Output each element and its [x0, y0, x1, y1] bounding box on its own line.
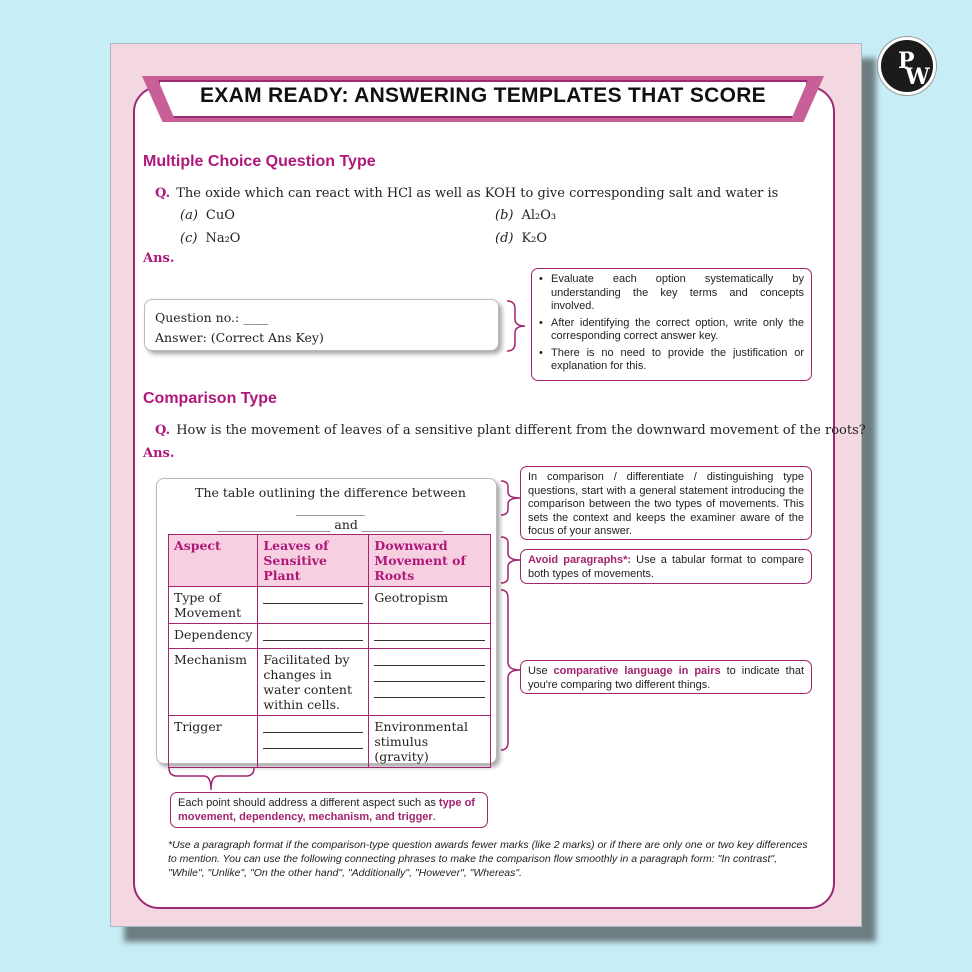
- table-cell: Dependency: [169, 624, 258, 649]
- mcq-tip-item: • There is no need to provide the justification or explanation for this.: [539, 347, 804, 374]
- comparative-language-text: [528, 665, 804, 692]
- mcq-option-c: [180, 231, 240, 246]
- table-cell: Trigger: [169, 716, 258, 768]
- aspect-note: [170, 792, 488, 828]
- table-cell: Environmental stimulus (gravity): [369, 716, 491, 768]
- note-text: .: [432, 810, 436, 823]
- comparative-language-note: [520, 660, 812, 694]
- mcq-option-d: [495, 231, 547, 246]
- option-text: K₂O: [521, 231, 548, 246]
- table-row: [169, 649, 491, 716]
- aspect-note-text: [178, 797, 480, 824]
- mcq-option-a: [180, 208, 235, 223]
- template-question-line: Question no.: ____: [155, 310, 269, 325]
- note-text: Use a tabular format to compare both types of movements.: [528, 554, 804, 580]
- option-text: Al₂O₃: [521, 208, 557, 223]
- option-text: CuO: [205, 208, 235, 223]
- note-highlight: Avoid paragraphs*:: [528, 554, 632, 566]
- mcq-question: [155, 186, 778, 201]
- note-highlight: comparative language in pairs: [553, 665, 721, 677]
- answer-blank: [263, 721, 363, 733]
- table-row: [169, 716, 491, 768]
- comparison-question-label: Q.: [155, 423, 171, 438]
- avoid-paragraphs-text: [528, 554, 804, 581]
- mcq-heading: Multiple Choice Question Type: [143, 153, 376, 170]
- template-answer-line: Answer: (Correct Ans Key): [155, 330, 324, 345]
- header-cell: Downward Movement of Roots: [369, 535, 491, 587]
- note-text: Each point should address a different aspect such as: [178, 797, 439, 809]
- note-text: to indicate that you're comparing two different things.: [528, 665, 804, 691]
- answer-blank: [263, 737, 363, 749]
- intro-note-text: In comparison / differentiate / distinguishing type questions, start with a general statement introducing the comparison between the two types of movements. This sets the context and keeps the examiner aware of the focus of your answer.: [528, 471, 804, 537]
- header-cell: Aspect: [169, 535, 258, 587]
- answer-blank: [263, 592, 363, 604]
- mcq-brace: [503, 299, 533, 353]
- option-letter: (a): [180, 208, 198, 223]
- table-cell: Type of Movement: [169, 587, 258, 624]
- table-cell: [258, 624, 369, 649]
- table-cell: [258, 716, 369, 768]
- pw-logo: [878, 37, 936, 95]
- table-cell: [258, 587, 369, 624]
- table-cell: Mechanism: [169, 649, 258, 716]
- option-text: Na₂O: [205, 231, 241, 246]
- comparison-question-text: How is the movement of leaves of a sensitive plant different from the downward movement of the roots?: [176, 423, 866, 438]
- intro-line: __________________ and _____________: [217, 517, 444, 532]
- intro-line: The table outlining the difference between ___________: [195, 485, 466, 516]
- table-header-row: [169, 535, 491, 587]
- comparison-heading: Comparison Type: [143, 390, 277, 407]
- option-letter: (b): [495, 208, 514, 223]
- mcq-question-text: The oxide which can react with HCl as well as KOH to give corresponding salt and water is: [176, 186, 779, 201]
- mcq-tip-item: • After identifying the correct option, write only the corresponding correct answer key.: [539, 317, 804, 344]
- answer-blank: [263, 629, 363, 641]
- option-letter: (d): [495, 231, 514, 246]
- footnote: *Use a paragraph format if the comparison-type question awards fewer marks (like 2 marks) or if there are only one or two key differences to mention. You can use the following connecting phrases to make the comparison flow smoothly in a paragraph form: "In contrast", "While", "Unlike", "On the other hand", "Additionally", "However", "Whereas".: [168, 839, 808, 879]
- mcq-tips-box: [531, 268, 812, 381]
- mcq-question-label: Q.: [155, 186, 171, 201]
- table-cell: [369, 624, 491, 649]
- table-cell: [369, 649, 491, 716]
- logo-letter-p: P: [898, 48, 915, 74]
- table-cell: Facilitated by changes in water content within cells.: [258, 649, 369, 716]
- answer-blank: [374, 670, 485, 682]
- avoid-paragraphs-note: [520, 549, 812, 584]
- comparison-intro: [168, 485, 493, 533]
- answer-blank: [374, 654, 485, 666]
- answer-blank: [374, 686, 485, 698]
- answer-blank: [374, 629, 485, 641]
- mcq-answer-template: [144, 299, 499, 351]
- aspect-brace: [166, 766, 260, 794]
- comparison-table: [168, 534, 491, 768]
- comparison-question: [155, 423, 866, 438]
- mcq-tip-item: • Evaluate each option systematically by understanding the key terms and concepts involved.: [539, 273, 804, 314]
- comparison-ans-label: Ans.: [143, 446, 175, 461]
- note-text: Use: [528, 665, 554, 677]
- mcq-option-b: [495, 208, 556, 223]
- logo-letter-w: W: [905, 64, 930, 90]
- table-row: [169, 624, 491, 649]
- option-letter: (c): [180, 231, 198, 246]
- table-row: [169, 587, 491, 624]
- table-cell: Geotropism: [369, 587, 491, 624]
- page-title: EXAM READY: ANSWERING TEMPLATES THAT SCORE: [200, 84, 766, 107]
- intro-note: [520, 466, 812, 540]
- mcq-ans-label: Ans.: [143, 251, 175, 266]
- header-cell: Leaves of Sensitive Plant: [258, 535, 369, 587]
- note-highlight: type of movement, dependency, mechanism, and trigger: [178, 797, 475, 823]
